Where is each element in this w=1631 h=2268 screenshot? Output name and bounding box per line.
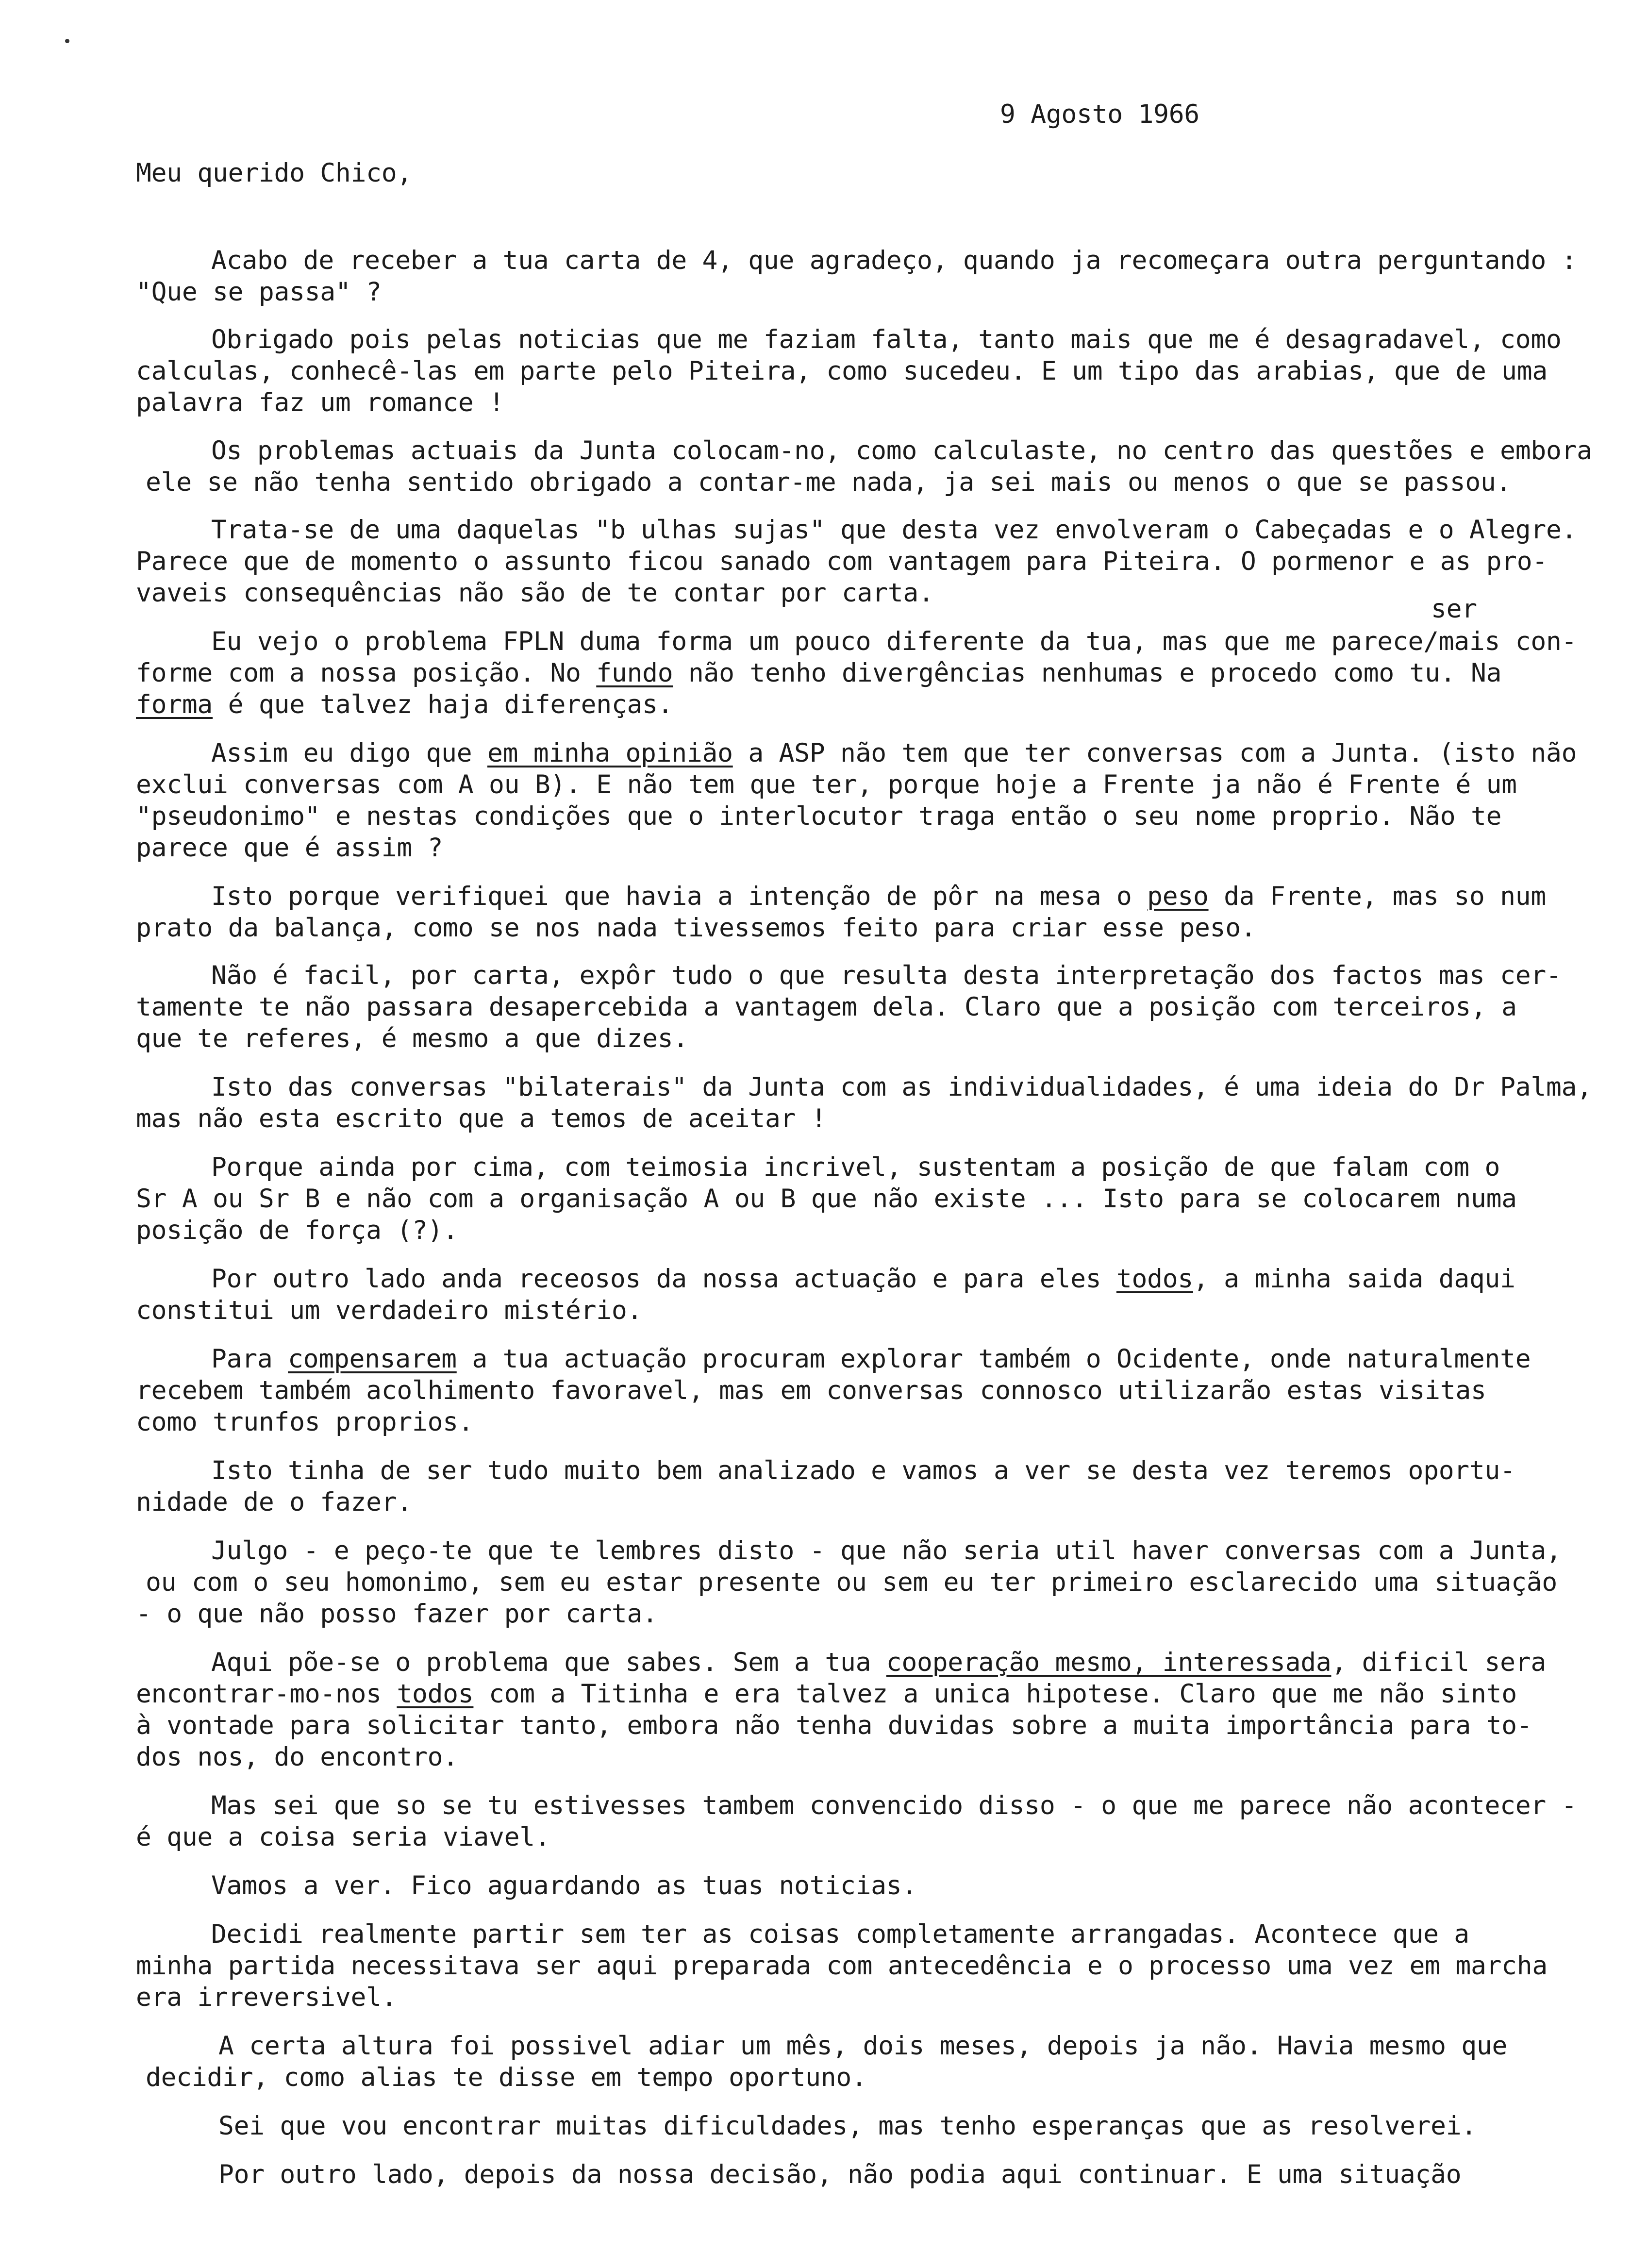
letter-salutation: Meu querido Chico, [136,158,412,188]
line-text: Aqui põe-se o problema que sabes. Sem a tua [211,1648,886,1677]
body-line [136,913,1256,944]
body-line [136,1710,1532,1741]
line-text: que te referes, é mesmo a que dizes. [136,1024,688,1053]
body-line [136,833,443,864]
underlined-text: peso [1147,882,1209,911]
body-line [211,626,1577,657]
body-line [136,1679,1517,1710]
body-line [136,801,1501,832]
body-line [211,738,1577,769]
insertion-ser: ser [1431,594,1477,624]
body-line [211,245,1577,276]
body-line [136,1103,826,1134]
line-text: Não é facil, por carta, expôr tudo o que resulta desta interpretação dos factos mas cer- [211,961,1562,990]
body-line [136,1742,458,1773]
body-line [211,960,1562,991]
body-line [136,1982,397,2013]
line-text: calculas, conhecê-las em parte pelo Piteira, como sucedeu. E um tipo das arabias, que de uma [136,356,1548,386]
body-line [136,546,1548,577]
line-text: Isto das conversas "bilaterais" da Junta com as individualidades, é uma ideia do Dr Palma, [211,1072,1592,1102]
underlined-text: fundo [596,658,673,688]
body-line [211,1790,1577,1821]
body-line [211,1919,1469,1950]
body-line [211,515,1577,546]
body-line [136,1822,550,1853]
line-text: vaveis consequências não são de te contar por carta. [136,578,934,608]
body-line [136,578,934,609]
line-text: Mas sei que so se tu estivesses tambem convencido disso - o que me parece não acontecer - [211,1791,1577,1820]
line-text: era irreversivel. [136,1983,397,2012]
body-line [136,1407,473,1438]
line-text: - o que não posso fazer por carta. [136,1599,658,1629]
body-line [211,1152,1500,1183]
line-text: decidir, como alias te disse em tempo oportuno. [146,2063,867,2092]
body-line [136,1295,642,1326]
line-text: prato da balança, como se nos nada tivessemos feito para criar esse peso. [136,913,1256,943]
line-text: A certa altura foi possivel adiar um mês, dois meses, depois ja não. Havia mesmo que [218,2031,1508,2061]
line-text: exclui conversas com A ou B). E não tem que ter, porque hoje a Frente ja não é Frente é um [136,770,1517,800]
line-text: Porque ainda por cima, com teimosia incrivel, sustentam a posição de que falam com o [211,1152,1500,1182]
body-line [136,992,1517,1023]
line-text: ele se não tenha sentido obrigado a contar-me nada, ja sei mais ou menos o que se passou. [146,467,1512,497]
body-line [136,689,673,720]
line-text: a ASP não tem que ter conversas com a Junta. (isto não [732,738,1577,768]
line-text: Julgo - e peço-te que te lembres disto - que não seria util haver conversas com a Junta, [211,1536,1562,1566]
body-line [211,1870,917,1901]
line-text: Obrigado pois pelas noticias que me faziam falta, tanto mais que me é desagradavel, como [211,325,1562,354]
underlined-text: compensarem [288,1344,457,1374]
line-text: Parece que de momento o assunto ficou sanado com vantagem para Piteira. O pormenor e as pro- [136,547,1548,576]
line-text: constitui um verdadeiro mistério. [136,1296,643,1325]
body-line [211,1455,1515,1486]
underlined-text: todos [397,1679,474,1709]
line-text: Vamos a ver. Fico aguardando as tuas noticias. [211,1871,917,1901]
line-text: Sr A ou Sr B e não com a organisação A ou B que não existe ... Isto para se colocarem numa [136,1184,1517,1214]
line-text: , dificil sera [1331,1648,1546,1677]
line-text: da Frente, mas so num [1208,882,1546,911]
body-line [211,324,1562,355]
line-text: , a minha saida daqui [1193,1264,1515,1294]
line-text: Isto tinha de ser tudo muito bem analizado e vamos a ver se desta vez teremos oportu- [211,1456,1515,1485]
line-text: nidade de o fazer. [136,1487,412,1517]
line-text: à vontade para solicitar tanto, embora não tenha duvidas sobre a muita importância para to- [136,1711,1532,1740]
underlined-text: todos [1116,1264,1193,1294]
body-line [146,467,1511,498]
line-text: recebem também acolhimento favoravel, mas em conversas connosco utilizarão estas visitas [136,1376,1486,1405]
underlined-text: forma [136,690,213,719]
body-line [136,1215,458,1246]
letter-date: 9 Agosto 1966 [1000,100,1199,129]
line-text: Para [211,1344,288,1374]
body-line [136,658,1501,689]
body-line [211,1264,1515,1295]
body-line [211,1344,1531,1375]
paper-speck [65,39,69,43]
body-line [136,387,504,418]
body-line [136,1023,688,1054]
body-line [218,2159,1461,2190]
body-line [136,1951,1548,1982]
line-text: a tua actuação procuram explorar também o Ocidente, onde naturalmente [456,1344,1531,1374]
line-text: é que a coisa seria viavel. [136,1822,550,1852]
line-text: minha partida necessitava ser aqui preparada com antecedência e o processo uma vez em marcha [136,1951,1548,1981]
body-line [136,1375,1486,1406]
body-line [218,2111,1477,2142]
line-text: Decidi realmente partir sem ter as coisas completamente arrangadas. Acontece que a [211,1919,1469,1949]
line-text: posição de força (?). [136,1216,458,1245]
body-line [136,277,382,308]
body-line [211,881,1546,912]
line-text: encontrar-mo-nos [136,1679,397,1709]
line-text: não tenho divergências nenhumas e procedo como tu. Na [673,658,1502,688]
line-text: é que talvez haja diferenças. [213,690,673,719]
body-line [211,435,1592,467]
line-text: forme com a nossa posição. No [136,658,597,688]
line-text: ou com o seu homonimo, sem eu estar presente ou sem eu ter primeiro esclarecido uma situação [146,1568,1558,1597]
body-line [146,1567,1557,1598]
body-line [136,769,1517,800]
body-line [136,1487,412,1518]
body-line [211,1072,1592,1103]
line-text: com a Titinha e era talvez a unica hipotese. Claro que me não sinto [473,1679,1517,1709]
line-text: tamente te não passara desapercebida a vantagem dela. Claro que a posição com terceiros, a [136,992,1517,1022]
line-text: Os problemas actuais da Junta colocam-no, como calculaste, no centro das questões e embora [211,436,1592,466]
line-text: palavra faz um romance ! [136,388,504,417]
line-text: Isto porque verifiquei que havia a intenção de pôr na mesa o [211,882,1148,911]
line-text: parece que é assim ? [136,833,443,863]
body-line [136,1184,1517,1215]
underlined-text: em minha opinião [487,738,733,768]
line-text: mas não esta escrito que a temos de aceitar ! [136,1104,827,1134]
line-text: dos nos, do encontro. [136,1742,458,1772]
line-text: Assim eu digo que [211,738,487,768]
underlined-text: cooperação mesmo, interessada [886,1648,1331,1677]
body-line [211,1647,1546,1678]
line-text: Acabo de receber a tua carta de 4, que agradeço, quando ja recomeçara outra perguntando : [211,246,1577,275]
line-text: "pseudonimo" e nestas condições que o interlocutor traga então o seu nome proprio. Não te [136,801,1502,831]
line-text: como trunfos proprios. [136,1407,474,1437]
body-line [136,1599,658,1630]
body-line [136,356,1548,387]
line-text: Por outro lado, depois da nossa decisão, não podia aqui continuar. E uma situação [218,2160,1462,2189]
body-line [146,2062,867,2093]
body-line [211,1535,1562,1567]
line-text: Trata-se de uma daquelas "b ulhas sujas" que desta vez envolveram o Cabeçadas e o Alegre. [211,515,1577,545]
line-text: Por outro lado anda receosos da nossa actuação e para eles [211,1264,1116,1294]
body-line [218,2031,1507,2062]
line-text: Eu vejo o problema FPLN duma forma um pouco diferente da tua, mas que me parece/mais con- [211,627,1577,656]
line-text: "Que se passa" ? [136,277,382,307]
line-text: Sei que vou encontrar muitas dificuldades, mas tenho esperanças que as resolverei. [218,2111,1477,2141]
